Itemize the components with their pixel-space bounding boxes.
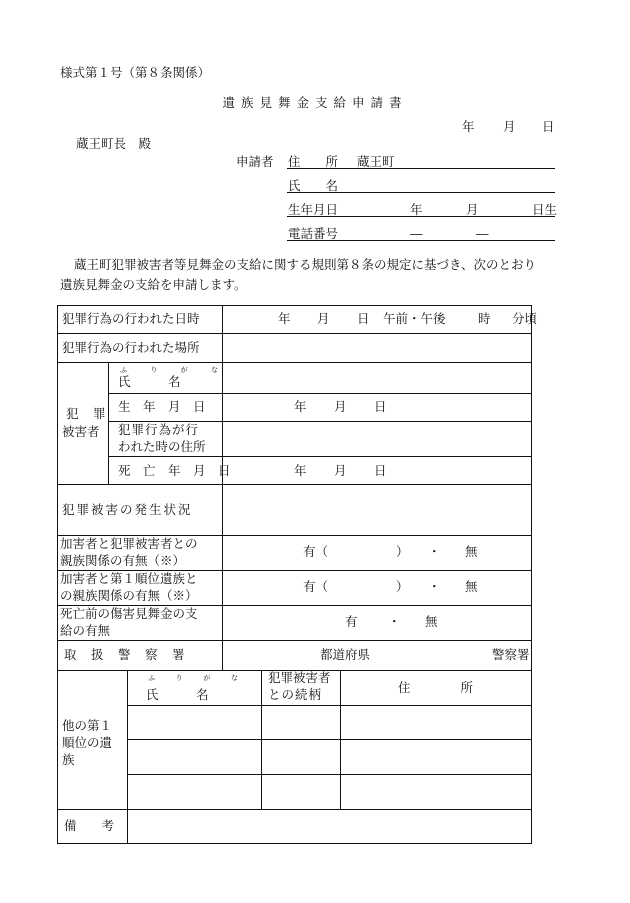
crime-datetime-label: 犯罪行為の行われた日時	[62, 311, 200, 326]
victim-group-label-1: 犯 罪	[66, 406, 107, 421]
crime-datetime-field[interactable]	[223, 306, 531, 333]
heirs-name-header: 氏 名	[146, 687, 209, 702]
injury-yes[interactable]: 有	[345, 614, 358, 629]
relation2-no[interactable]: 無	[465, 579, 478, 594]
row-divider	[108, 393, 532, 394]
other-heirs-label-3: 族	[62, 752, 75, 767]
crime-ampm[interactable]: 午前・午後	[383, 311, 446, 326]
heirs-relation-header-2: との続柄	[268, 687, 323, 702]
applicant-name-line[interactable]	[287, 192, 555, 193]
applicant-label: 申請者	[236, 154, 274, 169]
applicant-name-label: 氏 名	[288, 178, 339, 193]
relation1-yes[interactable]: 有（	[303, 544, 329, 559]
relation1-close: ）	[396, 544, 409, 559]
injury-dot: ・	[388, 614, 401, 629]
crime-day: 日	[357, 311, 370, 326]
victim-death-label: 死 亡 年 月 日	[118, 463, 231, 478]
injury-label-1: 死亡前の傷害見舞金の支	[60, 606, 198, 621]
relation2-yes[interactable]: 有（	[303, 579, 329, 594]
date-year: 年	[462, 119, 475, 134]
crime-place-label: 犯罪行為の行われた場所	[62, 340, 200, 355]
police-label: 取 扱 警 察 署	[64, 647, 186, 662]
addressee: 蔵王町長 殿	[76, 136, 152, 151]
heir-3-name[interactable]	[128, 775, 261, 809]
victim-address-label-2: われた時の住所	[118, 439, 206, 454]
heir-1-relation[interactable]	[262, 706, 340, 739]
police-prefecture: 都道府県	[320, 647, 371, 662]
heir-3-relation[interactable]	[262, 775, 340, 809]
relation1-label-2: 親族関係の有無（※）	[60, 553, 186, 568]
victim-address-label-1: 犯罪行為が行	[118, 422, 200, 437]
applicant-birth-day: 日生	[532, 202, 558, 217]
applicant-address-value: 蔵王町	[357, 154, 395, 169]
heir-1-name[interactable]	[128, 706, 261, 739]
victim-death-year: 年	[294, 463, 307, 478]
relation2-label-2: の親族関係の有無（※）	[60, 588, 198, 603]
heir-1-address[interactable]	[341, 706, 531, 739]
applicant-birth-month: 月	[466, 202, 479, 217]
crime-year: 年	[278, 311, 291, 326]
col-divider	[108, 362, 109, 484]
applicant-phone-line[interactable]	[287, 240, 555, 241]
form-title: 遺族見舞金支給申請書	[222, 95, 408, 110]
police-field[interactable]	[223, 641, 531, 670]
injury-no[interactable]: 無	[425, 614, 438, 629]
remarks-label: 備 考	[64, 818, 115, 833]
victim-furigana: ふ り が な	[120, 366, 218, 374]
heir-2-address[interactable]	[341, 740, 531, 774]
row-divider	[108, 456, 532, 457]
victim-birth-label: 生 年 月 日	[118, 399, 206, 414]
applicant-phone-sep2: ―	[476, 226, 489, 241]
crime-month: 月	[317, 311, 330, 326]
applicant-phone-label: 電話番号	[288, 226, 339, 241]
applicant-birth-year: 年	[410, 202, 423, 217]
form-number: 様式第１号（第８条関係）	[60, 65, 211, 80]
applicant-birth-line[interactable]	[287, 216, 555, 217]
applicant-address-line[interactable]	[287, 168, 555, 169]
relation1-no[interactable]: 無	[465, 544, 478, 559]
heir-2-name[interactable]	[128, 740, 261, 774]
other-heirs-label-2: 順位の遺	[62, 735, 113, 750]
police-station: 警察署	[492, 647, 530, 662]
victim-name-field[interactable]	[223, 363, 531, 393]
date-month: 月	[503, 119, 516, 134]
crime-hour: 時	[478, 311, 491, 326]
other-heirs-label-1: 他の第１	[62, 718, 113, 733]
victim-birth-day: 日	[374, 399, 387, 414]
victim-name-label: 氏 名	[118, 374, 181, 389]
victim-address-field[interactable]	[223, 422, 531, 456]
injury-label-2: 給の有無	[60, 623, 111, 638]
victim-group-label-2: 被害者	[62, 424, 100, 439]
heirs-relation-header-1: 犯罪被害者	[268, 670, 331, 685]
relation2-label-1: 加害者と第１順位遺族と	[60, 571, 198, 586]
victim-death-month: 月	[334, 463, 347, 478]
applicant-address-label: 住 所	[288, 154, 339, 169]
victim-birth-year: 年	[294, 399, 307, 414]
relation2-dot: ・	[428, 579, 441, 594]
relation2-close: ）	[396, 579, 409, 594]
victim-birth-month: 月	[334, 399, 347, 414]
heirs-address-header: 住 所	[398, 680, 474, 695]
heir-2-relation[interactable]	[262, 740, 340, 774]
heir-3-address[interactable]	[341, 775, 531, 809]
remarks-field[interactable]	[128, 810, 531, 843]
victim-death-day: 日	[374, 463, 387, 478]
applicant-phone-sep1: ―	[410, 226, 423, 241]
intro-line-1: 蔵王町犯罪被害者等見舞金の支給に関する規則第８条の規定に基づき、次のとおり	[74, 257, 537, 272]
damage-field[interactable]	[223, 485, 531, 535]
intro-line-2: 遺族見舞金の支給を申請します。	[60, 277, 247, 292]
heirs-furigana: ふ り が な	[148, 674, 238, 682]
relation1-label-1: 加害者と犯罪被害者との	[60, 536, 198, 551]
damage-label: 犯罪被害の発生状況	[62, 502, 193, 517]
crime-minute: 分頃	[512, 311, 538, 326]
relation1-dot: ・	[428, 544, 441, 559]
applicant-birth-label: 生年月日	[288, 202, 339, 217]
date-day: 日	[542, 119, 555, 134]
crime-place-field[interactable]	[223, 334, 531, 362]
